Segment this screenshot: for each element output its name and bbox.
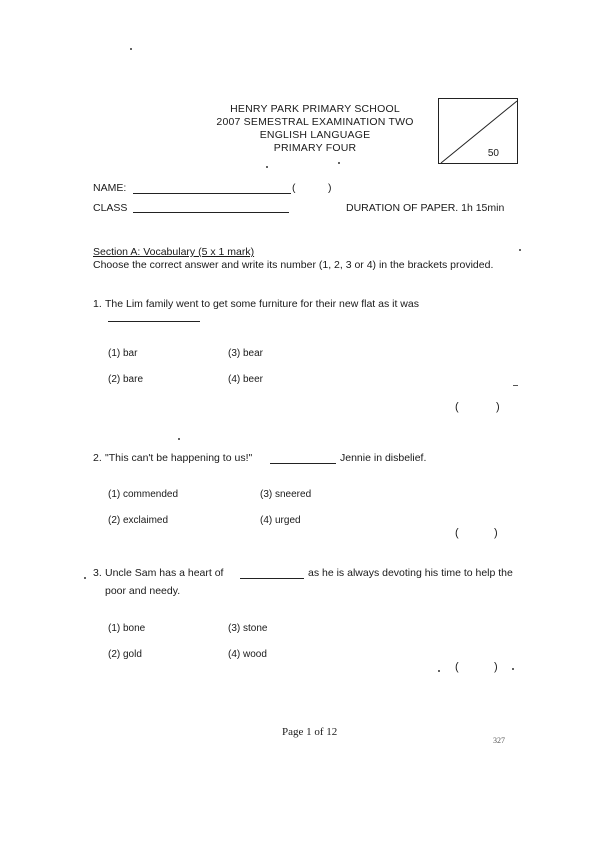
q1-option-3: (3) bear [228, 348, 264, 359]
q1-option-1: (1) bar [108, 348, 138, 359]
q2-number: 2. [93, 452, 102, 464]
q3-option-2: (2) gold [108, 649, 142, 660]
q3-text-line2: poor and needy. [105, 585, 181, 597]
q1-option-4: (4) beer [228, 374, 264, 385]
q3-option-4: (4) wood [228, 649, 267, 660]
q3-option-3: (3) stone [228, 623, 268, 634]
class-label: CLASS [93, 202, 128, 214]
duration: DURATION OF PAPER. 1h 15min [346, 202, 505, 214]
page-number: Page 1 of 12 [282, 726, 338, 738]
q2-option-4: (4) urged [260, 515, 301, 526]
q1-option-2: (2) bare [108, 374, 144, 385]
q1-blank[interactable] [108, 321, 200, 322]
q2-text-after: Jennie in disbelief. [340, 452, 427, 464]
q3-blank[interactable] [240, 578, 304, 579]
q3-option-1: (1) bone [108, 623, 146, 634]
score-diagonal [439, 99, 519, 165]
page-code: 327 [493, 736, 505, 745]
q1-text: The Lim family went to get some furniture for their new flat as it was [105, 298, 419, 310]
speck [438, 670, 440, 672]
q3-answer-close: ) [494, 661, 498, 673]
q2-answer-close: ) [494, 527, 498, 539]
section-instruction: Choose the correct answer and write its number (1, 2, 3 or 4) in the brackets provided. [93, 259, 494, 271]
speck [266, 166, 268, 168]
level: PRIMARY FOUR [273, 142, 357, 154]
name-line[interactable] [133, 193, 291, 194]
speck [519, 249, 521, 251]
name-close-paren: ) [328, 182, 332, 194]
name-open-paren: ( [292, 182, 296, 194]
q2-answer-open: ( [455, 527, 459, 539]
q2-option-3: (3) sneered [260, 489, 312, 500]
q3-answer-open: ( [455, 661, 459, 673]
exam-title: 2007 SEMESTRAL EXAMINATION TWO [216, 116, 414, 128]
total-marks: 50 [487, 148, 499, 159]
q2-option-1: (1) commended [108, 489, 179, 500]
q3-text-before: Uncle Sam has a heart of [105, 567, 224, 579]
subject: ENGLISH LANGUAGE [259, 129, 371, 141]
name-label: NAME: [93, 182, 127, 194]
speck [512, 668, 514, 670]
q3-text-after: as he is always devoting his time to help the [308, 567, 513, 579]
speck [84, 577, 86, 579]
q2-option-2: (2) exclaimed [108, 515, 169, 526]
speck [178, 438, 180, 440]
q1-answer-close: ) [496, 401, 500, 413]
q1-number: 1. [93, 298, 102, 310]
q3-number: 3. [93, 567, 102, 579]
q2-blank[interactable] [270, 463, 336, 464]
score-box [438, 98, 518, 164]
speck [513, 385, 518, 386]
school-name: HENRY PARK PRIMARY SCHOOL [230, 103, 400, 115]
speck [130, 48, 132, 50]
section-title: Section A: Vocabulary (5 x 1 mark) [93, 246, 255, 258]
speck [338, 162, 340, 164]
q1-answer-open: ( [455, 401, 459, 413]
class-line[interactable] [133, 212, 289, 213]
q2-text-before: "This can't be happening to us!" [105, 452, 253, 464]
